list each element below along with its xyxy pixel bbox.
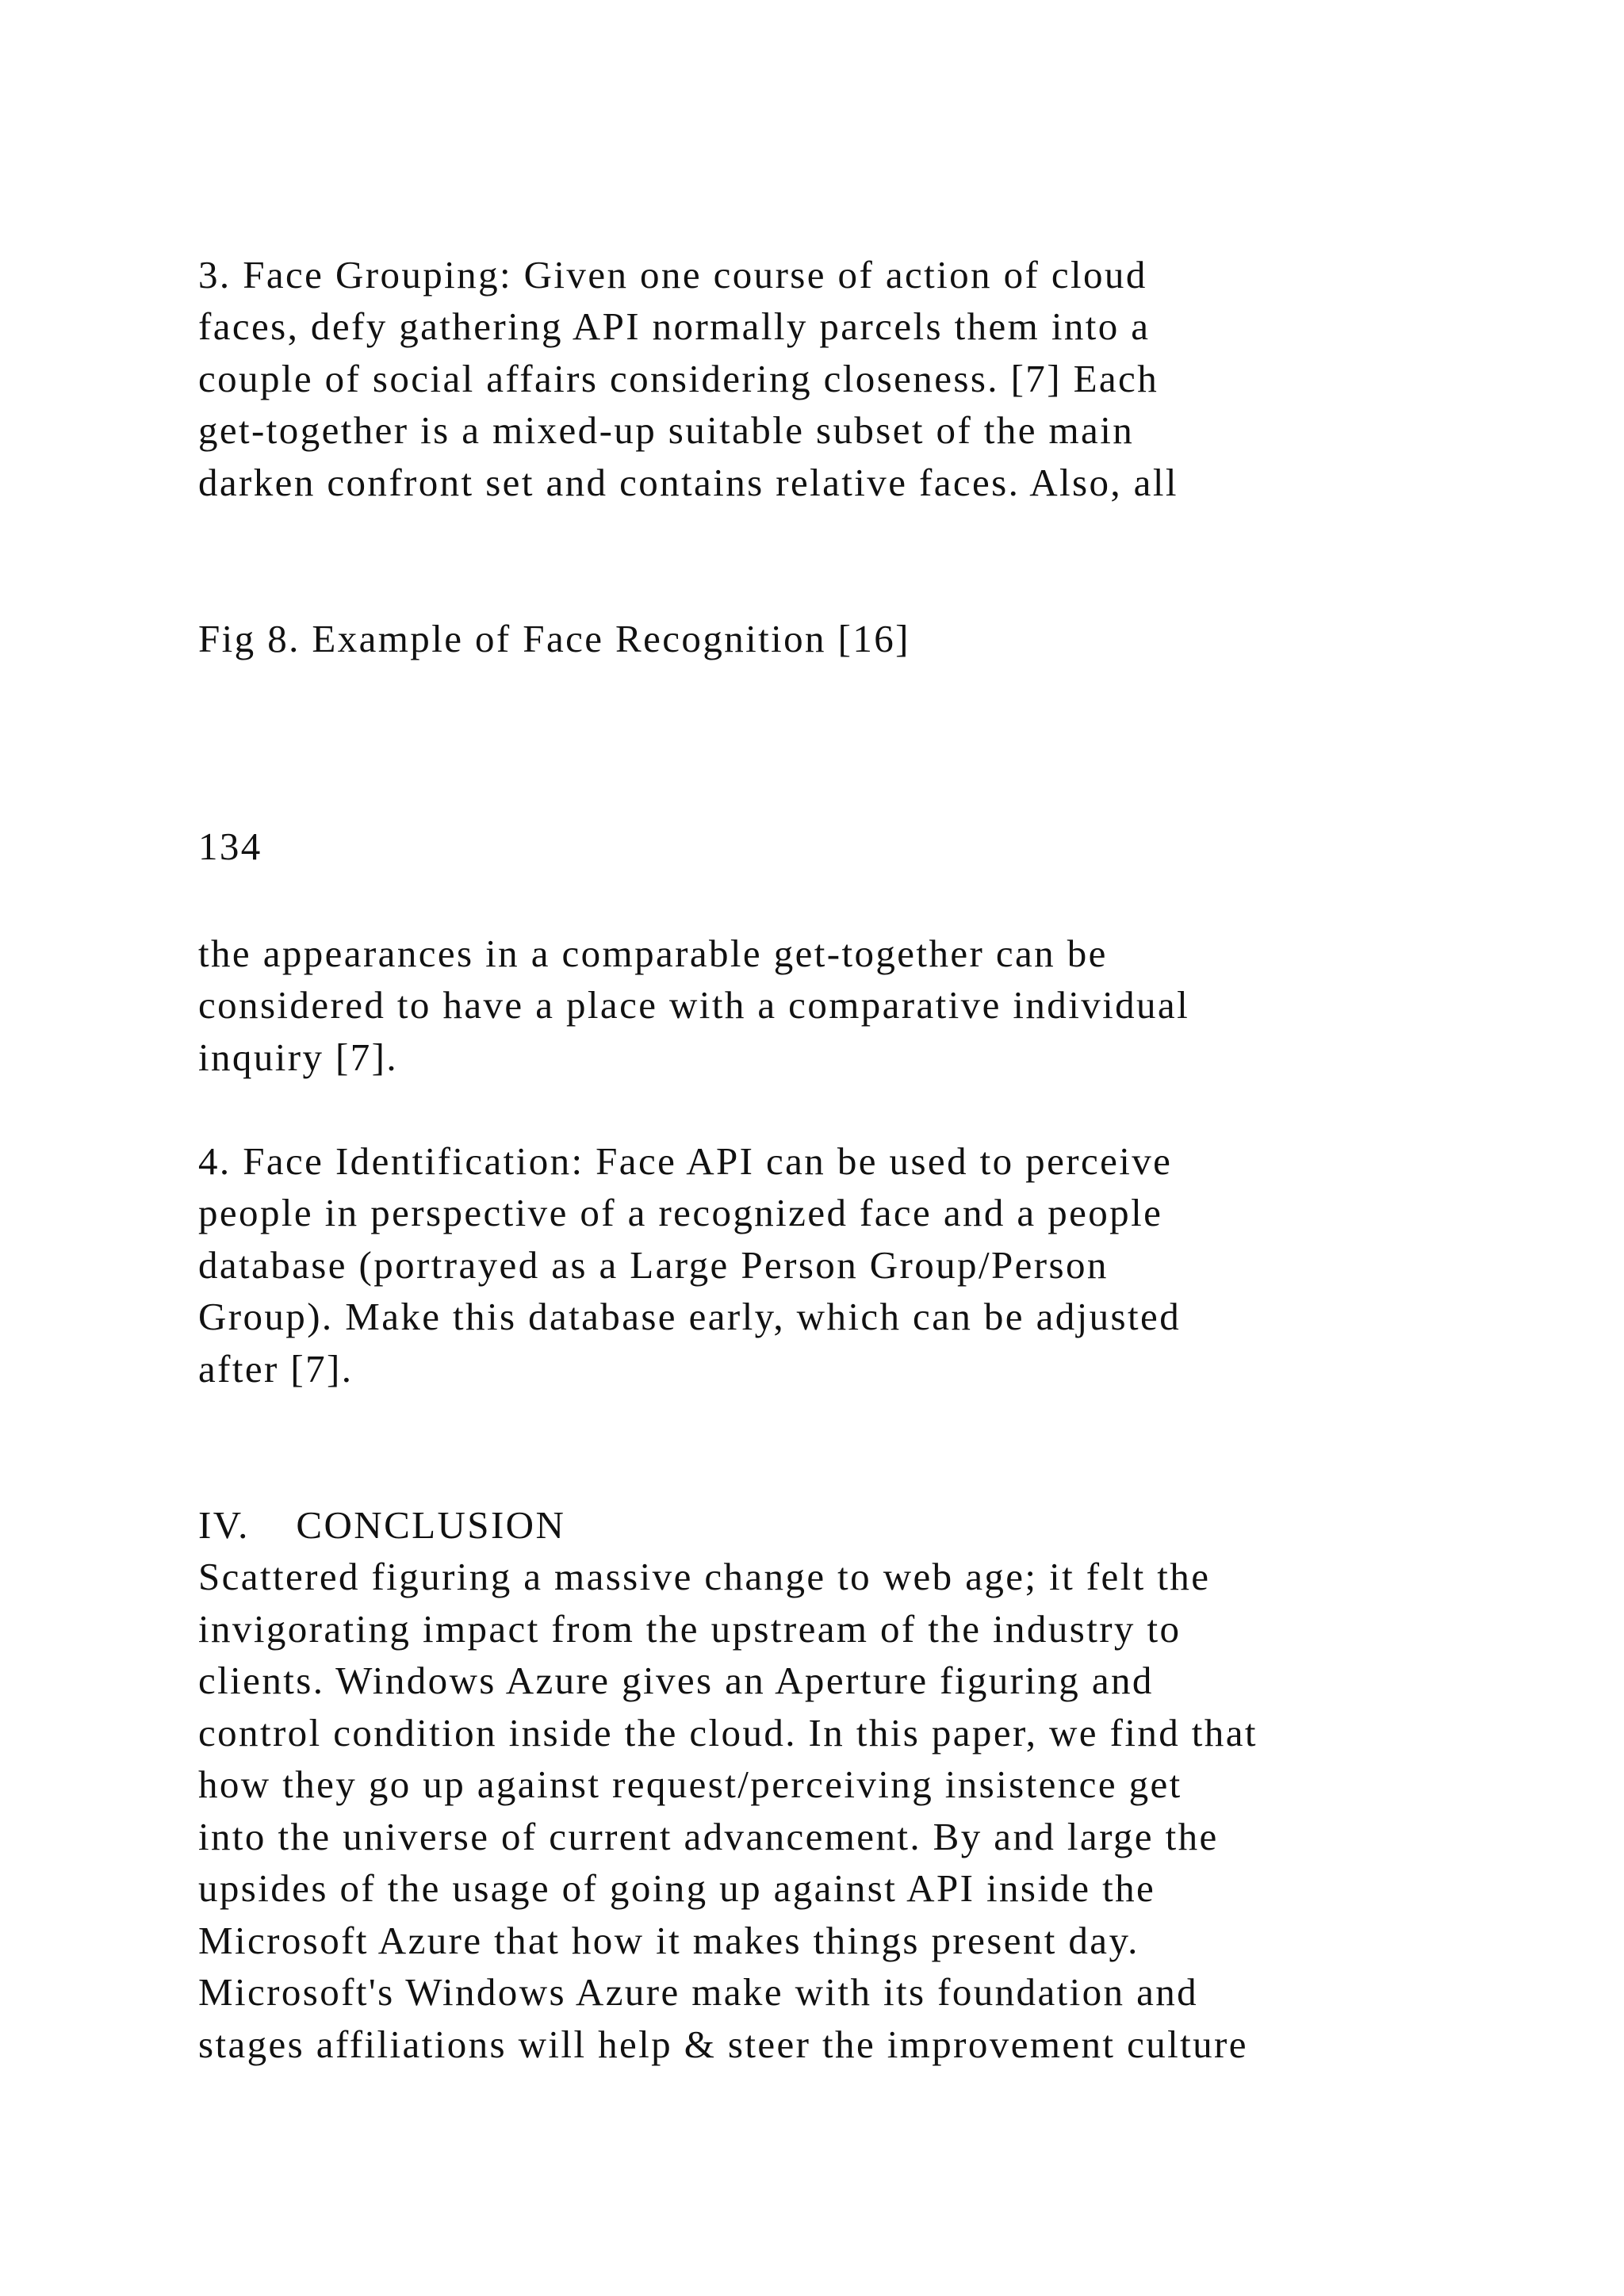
- continuation-line-1: the appearances in a comparable get-together can be: [198, 932, 1108, 975]
- page-number: 134: [198, 825, 262, 868]
- section3-line-3: couple of social affairs considering closeness. [7] Each: [198, 357, 1159, 400]
- conclusion-line-4: control condition inside the cloud. In this paper, we find that: [198, 1711, 1258, 1755]
- conclusion-line-7: upsides of the usage of going up against API inside the: [198, 1866, 1156, 1910]
- conclusion-line-3: clients. Windows Azure gives an Aperture figuring and: [198, 1659, 1154, 1702]
- conclusion-line-6: into the universe of current advancement. By and large the: [198, 1815, 1219, 1858]
- conclusion-line-2: invigorating impact from the upstream of the industry to: [198, 1607, 1182, 1651]
- section4-line-2: people in perspective of a recognized face and a people: [198, 1191, 1163, 1234]
- section3-line-1: 3. Face Grouping: Given one course of action of cloud: [198, 253, 1147, 297]
- continuation-line-3: inquiry [7].: [198, 1035, 398, 1079]
- conclusion-line-8: Microsoft Azure that how it makes things present day.: [198, 1919, 1139, 1962]
- section4-line-4: Group). Make this database early, which can be adjusted: [198, 1295, 1182, 1338]
- section4-line-1: 4. Face Identification: Face API can be used to perceive: [198, 1139, 1173, 1183]
- section4-line-5: after [7].: [198, 1347, 354, 1391]
- section3-line-2: faces, defy gathering API normally parcels them into a: [198, 304, 1151, 348]
- section4-line-3: database (portrayed as a Large Person Group/Person: [198, 1243, 1109, 1287]
- conclusion-line-5: how they go up against request/perceiving insistence get: [198, 1762, 1182, 1806]
- continuation-line-2: considered to have a place with a comparative individual: [198, 983, 1190, 1027]
- conclusion-heading: IV. CONCLUSION: [198, 1503, 566, 1547]
- conclusion-line-10: stages affiliations will help & steer the improvement culture: [198, 2022, 1248, 2066]
- figure-caption: Fig 8. Example of Face Recognition [16]: [198, 617, 910, 660]
- section3-line-5: darken confront set and contains relative faces. Also, all: [198, 461, 1178, 504]
- conclusion-line-1: Scattered figuring a massive change to web age; it felt the: [198, 1555, 1211, 1598]
- section3-line-4: get-together is a mixed-up suitable subset of the main: [198, 408, 1135, 452]
- conclusion-line-9: Microsoft's Windows Azure make with its foundation and: [198, 1970, 1199, 2014]
